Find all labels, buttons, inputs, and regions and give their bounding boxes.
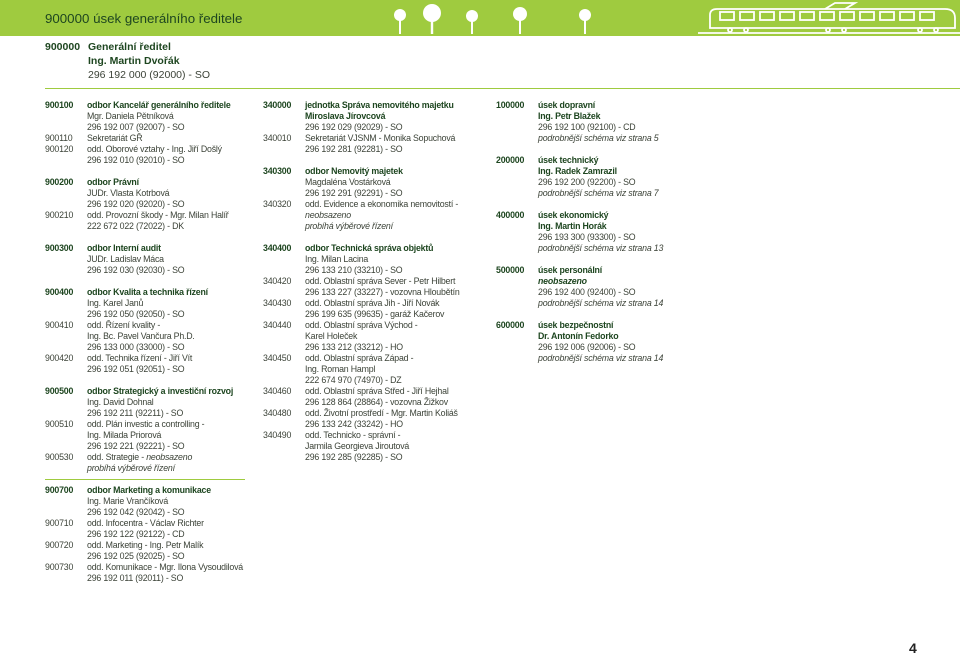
unit-code: 900510 — [45, 419, 74, 429]
unit-row — [45, 133, 257, 144]
unit-code: 900210 — [45, 210, 74, 220]
unit-row — [263, 320, 491, 331]
unit-row — [45, 177, 257, 188]
unit-code: 900300 — [45, 243, 74, 253]
phone-line: 296 133 000 (33000) - SO — [87, 342, 185, 352]
detail-row — [496, 111, 706, 122]
unit-code: 340440 — [263, 320, 292, 330]
unit-code: 400000 — [496, 210, 525, 220]
unit-section — [496, 100, 706, 144]
sub-unit-label: odd. Komunikace - Mgr. Ilona Vysoudilová — [87, 562, 243, 572]
detail-row — [45, 342, 257, 353]
detail-row — [263, 210, 491, 221]
detail-row — [263, 144, 491, 155]
phone-line: 296 192 211 (92211) - SO — [87, 408, 184, 418]
person-name: JUDr. Vlasta Kotrbová — [87, 188, 170, 198]
phone-line: 296 192 100 (92100) - CD — [538, 122, 636, 132]
unit-row — [263, 166, 491, 177]
phone-line: 296 192 285 (92285) - SO — [305, 452, 403, 462]
phone-line: 222 672 022 (72022) - DK — [87, 221, 184, 231]
detail-row — [263, 364, 491, 375]
phone-line: 296 192 011 (92011) - SO — [87, 573, 184, 583]
unit-section — [496, 155, 706, 199]
middle-column — [263, 100, 491, 463]
detail-row — [45, 111, 257, 122]
sub-unit-label: odd. Plán investic a controlling - — [87, 419, 205, 429]
person-name: Ing. Petr Blažek — [538, 111, 601, 121]
note-text: probíhá výběrové řízení — [87, 463, 175, 473]
detail-row — [45, 408, 257, 419]
person-name: Mgr. Daniela Pětníková — [87, 111, 174, 121]
page-title: 900000 úsek generálního ředitele — [45, 11, 243, 26]
tree-icon — [423, 4, 441, 34]
unit-section — [496, 210, 706, 254]
sub-unit-label: odd. Oblastní správa Sever - Petr Hilbert — [305, 276, 456, 286]
detail-row — [45, 68, 365, 82]
unit-code: 340300 — [263, 166, 292, 176]
unit-code: 900120 — [45, 144, 74, 154]
detail-row — [263, 375, 491, 386]
detail-row — [263, 287, 491, 298]
detail-row — [45, 122, 257, 133]
detail-row — [45, 397, 257, 408]
unit-row — [263, 386, 491, 397]
detail-row — [496, 122, 706, 133]
phone-line: 296 192 030 (92030) - SO — [87, 265, 185, 275]
detail-row — [496, 331, 706, 342]
detail-row — [496, 353, 706, 364]
unit-code: 900410 — [45, 320, 74, 330]
unit-row — [496, 265, 706, 276]
unit-code: 340000 — [263, 100, 292, 110]
unit-heading: odbor Marketing a komunikace — [87, 485, 211, 495]
detail-row — [496, 166, 706, 177]
unit-code: 900730 — [45, 562, 74, 572]
sub-unit-label: odd. Oblastní správa Západ - — [305, 353, 414, 363]
person-name: Miroslava Jírovcová — [305, 111, 386, 121]
person-name: Magdaléna Vostárková — [305, 177, 391, 187]
unit-row — [45, 100, 257, 111]
vacancy-text: neobsazeno — [305, 210, 351, 220]
unit-row — [263, 353, 491, 364]
person-name: Ing. Milada Priorová — [87, 430, 162, 440]
unit-section — [496, 265, 706, 309]
unit-row — [263, 100, 491, 111]
unit-code: 600000 — [496, 320, 525, 330]
unit-row — [45, 287, 257, 298]
unit-code: 900700 — [45, 485, 74, 495]
sub-unit-label: odd. Řízení kvality - — [87, 320, 161, 330]
header-divider — [45, 88, 960, 89]
sub-unit-label: odd. Oblastní správa Jih - Jiří Novák — [305, 298, 440, 308]
detail-row — [45, 573, 257, 584]
person-name: Ing. Marie Vrančíková — [87, 496, 169, 506]
unit-row — [45, 144, 257, 155]
sub-unit-label: odd. Oblastní správa Střed - Jiří Hejhal — [305, 386, 449, 396]
unit-row — [496, 320, 706, 331]
unit-row — [45, 243, 257, 254]
unit-code: 340450 — [263, 353, 292, 363]
unit-heading: úsek dopravní — [538, 100, 596, 110]
person-name: Ing. Roman Hampl — [305, 364, 376, 374]
sub-unit-label: odd. Infocentra - Václav Richter — [87, 518, 204, 528]
unit-code: 200000 — [496, 155, 525, 165]
person-name: Ing. Karel Janů — [87, 298, 144, 308]
tree-icon — [466, 10, 478, 34]
note-text: probíhá výběrové řízení — [305, 221, 393, 231]
detail-row — [45, 441, 257, 452]
phone-line: 296 192 050 (92050) - SO — [87, 309, 185, 319]
person-name: Jarmila Georgieva Jiroutová — [305, 441, 410, 451]
unit-code: 340320 — [263, 199, 292, 209]
sub-unit-label: odd. Technicko - správní - — [305, 430, 401, 440]
detail-row — [45, 496, 257, 507]
unit-heading: odbor Strategický a investiční rozvoj — [87, 386, 234, 396]
phone-line: 296 192 400 (92400) - SO — [538, 287, 636, 297]
unit-row — [45, 320, 257, 331]
unit-row — [496, 155, 706, 166]
detail-row — [45, 298, 257, 309]
director-title: Generální ředitel — [88, 41, 171, 53]
right-column — [496, 100, 706, 364]
detail-row — [496, 133, 706, 144]
unit-row — [45, 419, 257, 430]
detail-row — [496, 177, 706, 188]
detail-row — [263, 419, 491, 430]
unit-row — [263, 430, 491, 441]
unit-code: 900100 — [45, 100, 74, 110]
unit-heading: odbor Kvalita a technika řízení — [87, 287, 208, 297]
unit-section — [45, 287, 257, 375]
person-name: Ing. David Dohnal — [87, 397, 154, 407]
unit-heading: úsek ekonomický — [538, 210, 609, 220]
sub-unit-label: odd. Provozní škody - Mgr. Milan Halíř — [87, 210, 229, 220]
unit-section — [45, 100, 257, 166]
person-name: JUDr. Ladislav Máca — [87, 254, 164, 264]
unit-code: 340490 — [263, 430, 292, 440]
unit-code: 900000 — [45, 41, 81, 53]
unit-row — [45, 353, 257, 364]
unit-row — [263, 133, 491, 144]
unit-section — [263, 243, 491, 463]
unit-section — [45, 243, 257, 276]
detail-row — [45, 254, 257, 265]
unit-code: 900420 — [45, 353, 74, 363]
unit-row — [263, 298, 491, 309]
person-name: Ing. Milan Lacina — [305, 254, 369, 264]
detail-row — [496, 287, 706, 298]
detail-row — [496, 276, 706, 287]
tree-icon — [579, 9, 591, 34]
unit-section — [45, 177, 257, 232]
detail-row — [496, 243, 706, 254]
unit-row — [263, 408, 491, 419]
phone-line: 296 192 042 (92042) - SO — [87, 507, 185, 517]
unit-code: 900720 — [45, 540, 74, 550]
unit-code: 340460 — [263, 386, 292, 396]
unit-row — [45, 452, 257, 463]
unit-row — [45, 540, 257, 551]
detail-row — [45, 221, 257, 232]
unit-row — [45, 210, 257, 221]
detail-row — [45, 364, 257, 375]
person-name: Ing. Radek Zamrazil — [538, 166, 617, 176]
unit-heading: odbor Interní audit — [87, 243, 161, 253]
unit-code: 100000 — [496, 100, 525, 110]
unit-row — [45, 485, 257, 496]
phone-line: 296 192 007 (92007) - SO — [87, 122, 185, 132]
unit-heading: odbor Kancelář generálního ředitele — [87, 100, 231, 110]
section-header-band — [0, 0, 960, 36]
unit-row — [45, 562, 257, 573]
page-number: 4 — [909, 640, 917, 656]
unit-row — [496, 100, 706, 111]
phone-line: 296 192 025 (92025) - SO — [87, 551, 185, 561]
phone-line: 296 193 300 (93300) - SO — [538, 232, 636, 242]
phone-line: 296 133 210 (33210) - SO — [305, 265, 403, 275]
unit-row — [45, 40, 365, 54]
detail-row — [263, 122, 491, 133]
phone-line: 296 192 006 (92006) - SO — [538, 342, 636, 352]
unit-code: 340480 — [263, 408, 292, 418]
unit-row — [45, 386, 257, 397]
detail-row — [263, 452, 491, 463]
sub-unit-label: odd. Oblastní správa Východ - — [305, 320, 418, 330]
phone-line: 296 192 122 (92122) - CD — [87, 529, 185, 539]
detail-row — [496, 342, 706, 353]
detail-row — [263, 309, 491, 320]
sub-unit-label: Sekretariát GŘ — [87, 133, 143, 143]
detail-row — [263, 331, 491, 342]
unit-row — [496, 210, 706, 221]
detail-row — [496, 298, 706, 309]
detail-row — [45, 309, 257, 320]
note-text: podrobnější schéma viz strana 14 — [538, 298, 664, 308]
unit-section — [45, 485, 257, 584]
person-name: Karel Holeček — [305, 331, 358, 341]
phone-line: 296 192 221 (92221) - SO — [87, 441, 185, 451]
detail-row — [263, 265, 491, 276]
phone-line: 296 192 291 (92291) - SO — [305, 188, 403, 198]
unit-heading: jednotka Správa nemovitého majetku — [305, 100, 454, 110]
sub-unit-label: odd. Technika řízení - Jiří Vít — [87, 353, 193, 363]
sub-unit-label: odd. Životní prostředí - Mgr. Martin Koliáš — [305, 408, 458, 418]
detail-row — [45, 507, 257, 518]
unit-row — [263, 199, 491, 210]
unit-code: 900710 — [45, 518, 74, 528]
phone-line: 296 192 281 (92281) - SO — [305, 144, 403, 154]
unit-heading: úsek technický — [538, 155, 599, 165]
phone-line: 296 192 010 (92010) - SO — [87, 155, 185, 165]
section-divider — [45, 479, 245, 480]
phone-line: 296 192 200 (92200) - SO — [538, 177, 636, 187]
detail-row — [496, 232, 706, 243]
detail-row — [45, 529, 257, 540]
left-column — [45, 100, 257, 584]
detail-row — [45, 199, 257, 210]
note-text: podrobnější schéma viz strana 13 — [538, 243, 664, 253]
vacancy-text: neobsazeno — [538, 276, 587, 286]
detail-row — [45, 265, 257, 276]
sub-unit-label: odd. Evidence a ekonomika nemovitostí - — [305, 199, 459, 209]
header-decoration — [380, 0, 960, 36]
phone-line: 296 133 227 (33227) - vozovna Hloubětín — [305, 287, 460, 297]
phone-line: 296 192 000 (92000) - SO — [88, 69, 211, 81]
note-text: podrobnější schéma viz strana 14 — [538, 353, 664, 363]
detail-row — [496, 221, 706, 232]
sub-unit-label: odd. Oborové vztahy - Ing. Jiří Došlý — [87, 144, 222, 154]
unit-heading: úsek bezpečnostní — [538, 320, 614, 330]
detail-row — [263, 177, 491, 188]
unit-section — [263, 166, 491, 232]
unit-code: 340400 — [263, 243, 292, 253]
phone-line: 296 133 212 (33212) - HO — [305, 342, 403, 352]
detail-row — [263, 342, 491, 353]
unit-code: 340010 — [263, 133, 292, 143]
unit-code: 900530 — [45, 452, 74, 462]
phone-line: 296 192 029 (92029) - SO — [305, 122, 403, 132]
detail-row — [45, 430, 257, 441]
sub-unit-label: odd. Strategie - — [87, 452, 147, 462]
unit-code: 340430 — [263, 298, 292, 308]
detail-row — [45, 188, 257, 199]
unit-heading: odbor Nemovitý majetek — [305, 166, 403, 176]
sub-unit-label: odd. Marketing - Ing. Petr Malík — [87, 540, 204, 550]
tree-icon — [394, 9, 406, 34]
unit-code: 900110 — [45, 133, 73, 143]
unit-heading: odbor Technická správa objektů — [305, 243, 434, 253]
unit-row — [45, 518, 257, 529]
unit-code: 900200 — [45, 177, 74, 187]
unit-heading: úsek personální — [538, 265, 602, 275]
detail-row — [45, 331, 257, 342]
unit-code: 900400 — [45, 287, 74, 297]
person-name: Ing. Bc. Pavel Vančura Ph.D. — [87, 331, 195, 341]
person-name: Dr. Antonín Fedorko — [538, 331, 619, 341]
sub-unit-label: Sekretariát VJSNM - Monika Sopuchová — [305, 133, 456, 143]
detail-row — [45, 155, 257, 166]
phone-line: 296 128 864 (28864) - vozovna Žižkov — [305, 397, 448, 407]
note-text: podrobnější schéma viz strana 5 — [538, 133, 659, 143]
person-name: Ing. Martin Dvořák — [88, 55, 180, 67]
unit-section — [45, 386, 257, 474]
phone-line: 296 199 635 (99635) - garáž Kačerov — [305, 309, 445, 319]
detail-row — [263, 254, 491, 265]
unit-section — [496, 320, 706, 364]
phone-line: 296 133 242 (33242) - HO — [305, 419, 403, 429]
unit-row — [263, 243, 491, 254]
phone-line: 222 674 970 (74970) - DZ — [305, 375, 402, 385]
detail-row — [263, 111, 491, 122]
phone-line: 296 192 020 (92020) - SO — [87, 199, 185, 209]
note-text: podrobnější schéma viz strana 7 — [538, 188, 659, 198]
tram-icon — [698, 3, 960, 33]
director-block — [45, 40, 365, 82]
unit-code: 340420 — [263, 276, 292, 286]
phone-line: 296 192 051 (92051) - SO — [87, 364, 185, 374]
unit-heading: odbor Právní — [87, 177, 139, 187]
detail-row — [263, 188, 491, 199]
detail-row — [263, 221, 491, 232]
detail-row — [496, 188, 706, 199]
vacancy-text: neobsazeno — [146, 452, 193, 462]
detail-row — [45, 551, 257, 562]
detail-row — [45, 463, 257, 474]
unit-section — [263, 100, 491, 155]
tree-icon — [513, 7, 527, 34]
unit-code: 500000 — [496, 265, 525, 275]
person-name: Ing. Martin Horák — [538, 221, 607, 231]
unit-code: 900500 — [45, 386, 74, 396]
detail-row — [263, 441, 491, 452]
detail-row — [45, 54, 365, 68]
detail-row — [263, 397, 491, 408]
unit-row — [263, 276, 491, 287]
